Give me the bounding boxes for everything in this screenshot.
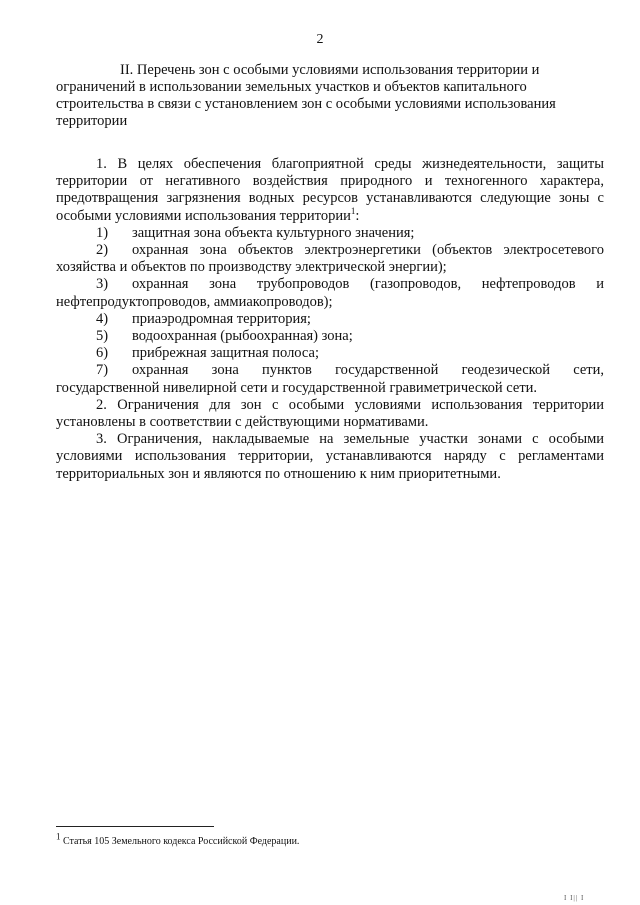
zone-item-text: водоохранная (рыбоохранная) зона;: [132, 328, 353, 345]
zone-item-text: охранная зона объектов электроэнергетики (объектов электросетевого хозяйства и объектов по производству электрической энергии);: [56, 242, 604, 276]
zone-item-text: приаэродромная территория;: [132, 310, 311, 327]
zone-item-6: [56, 345, 604, 362]
paragraph-3: 3. Ограничения, накладываемые на земельные участки зонами с особыми условиями использования территории, устанавливаются наряду с регламентами территориальных зон и являются по отношению к ним приоритетными.: [56, 431, 604, 482]
section-heading: II. Перечень зон с особыми условиями использования территории и ограничений в использовании земельных участков и объектов капитального строительства в связи с установлением зон с особыми условиями использования территории: [56, 62, 556, 129]
zone-item-4: [56, 311, 604, 328]
zone-item-text: защитная зона объекта культурного значения;: [132, 224, 415, 241]
footnote-text: Статья 105 Земельного кодекса Российской Федерации.: [60, 836, 300, 847]
zone-item-text: охранная зона пунктов государственной геодезической сети, государственной нивелирной сети и государственной гравиметрической сети.: [56, 362, 604, 396]
paragraph-1-suffix: :: [355, 207, 360, 224]
paragraph-2: 2. Ограничения для зон с особыми условиями использования территории установлены в соответствии с действующими нормативами.: [56, 396, 604, 431]
zone-item-3: [56, 276, 604, 310]
zone-item-5: [56, 328, 604, 345]
document-body: [56, 62, 604, 483]
zone-item-text: охранная зона трубопроводов (газопроводов, нефтепроводов и нефтепродуктопроводов, аммиакопроводов);: [56, 276, 604, 310]
paragraph-1-text: 1. В целях обеспечения благоприятной среды жизнедеятельности, защиты территории от негативного воздействия природного и техногенного характера, предотвращения загрязнения водных ресурсов устанавливаются следующие зоны с особыми условиями использования территории: [56, 156, 604, 224]
zone-item-number: 4): [96, 310, 109, 327]
footnote-reference: 1: [350, 205, 356, 216]
zone-item-1: [56, 225, 604, 242]
zone-item-number: 6): [96, 345, 109, 362]
scan-mark: I I|| I: [564, 894, 585, 902]
paragraph-1: [56, 156, 604, 225]
footnote-marker: 1: [56, 831, 61, 842]
zone-item-7: [56, 362, 604, 396]
zone-item-number: 2): [96, 242, 109, 259]
zone-item-2: [56, 242, 604, 276]
zone-item-number: 3): [96, 276, 109, 293]
footnote-divider: [56, 826, 214, 827]
zone-item-number: 1): [96, 224, 109, 241]
zone-item-number: 5): [96, 328, 109, 345]
zone-item-number: 7): [96, 362, 109, 379]
zone-item-text: прибрежная защитная полоса;: [132, 345, 319, 362]
page-number: 2: [316, 32, 324, 47]
footnote: [56, 831, 300, 847]
spacer: [56, 130, 604, 156]
